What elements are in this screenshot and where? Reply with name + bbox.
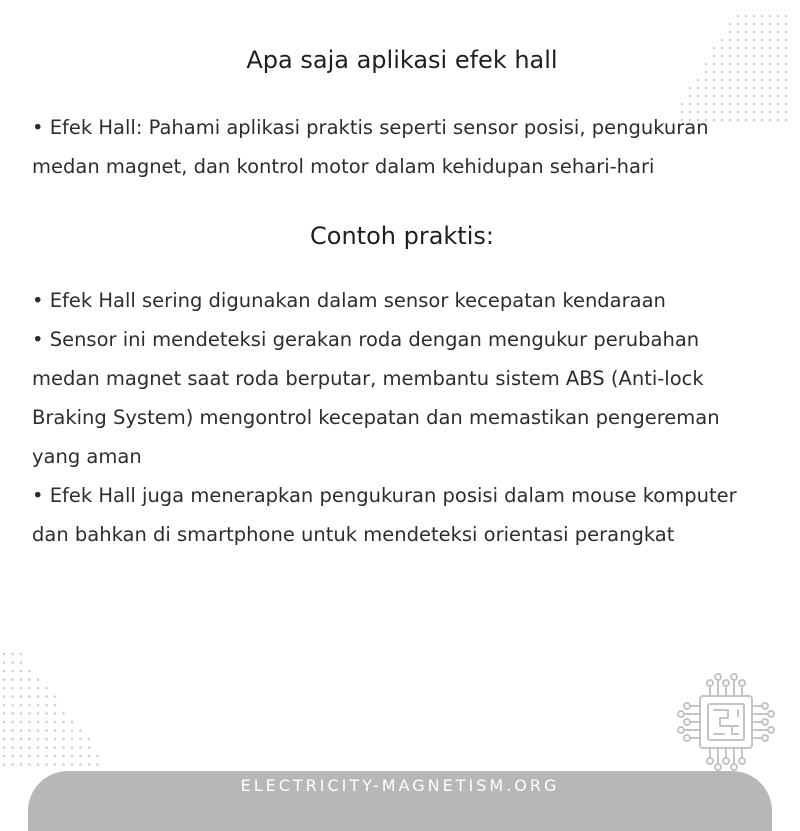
footer-website: ELECTRICITY-MAGNETISM.ORG [240,776,560,795]
intro-paragraph: • Efek Hall: Pahami aplikasi praktis seperti sensor posisi, pengukuran medan magnet, dan kontrol motor dalam kehidupan sehari-hari [32,116,709,178]
page-title: Apa saja aplikasi efek hall [246,46,558,74]
example-item: • Efek Hall juga menerapkan pengukuran posisi dalam mouse komputer dan bahkan di smartphone untuk mendeteksi orientasi perangkat [32,484,737,546]
examples-list [32,281,772,554]
dot-grid-bottom-icon [0,650,110,770]
section-heading: Contoh praktis: [310,222,494,250]
example-item: • Efek Hall sering digunakan dalam sensor kecepatan kendaraan [32,289,666,312]
circuit-chip-icon [674,670,778,774]
example-item: • Sensor ini mendeteksi gerakan roda dengan mengukur perubahan medan magnet saat roda berputar, membantu sistem ABS (Anti-lock Braking System) mengontrol kecepatan dan memastikan pengereman yang aman [32,328,720,468]
